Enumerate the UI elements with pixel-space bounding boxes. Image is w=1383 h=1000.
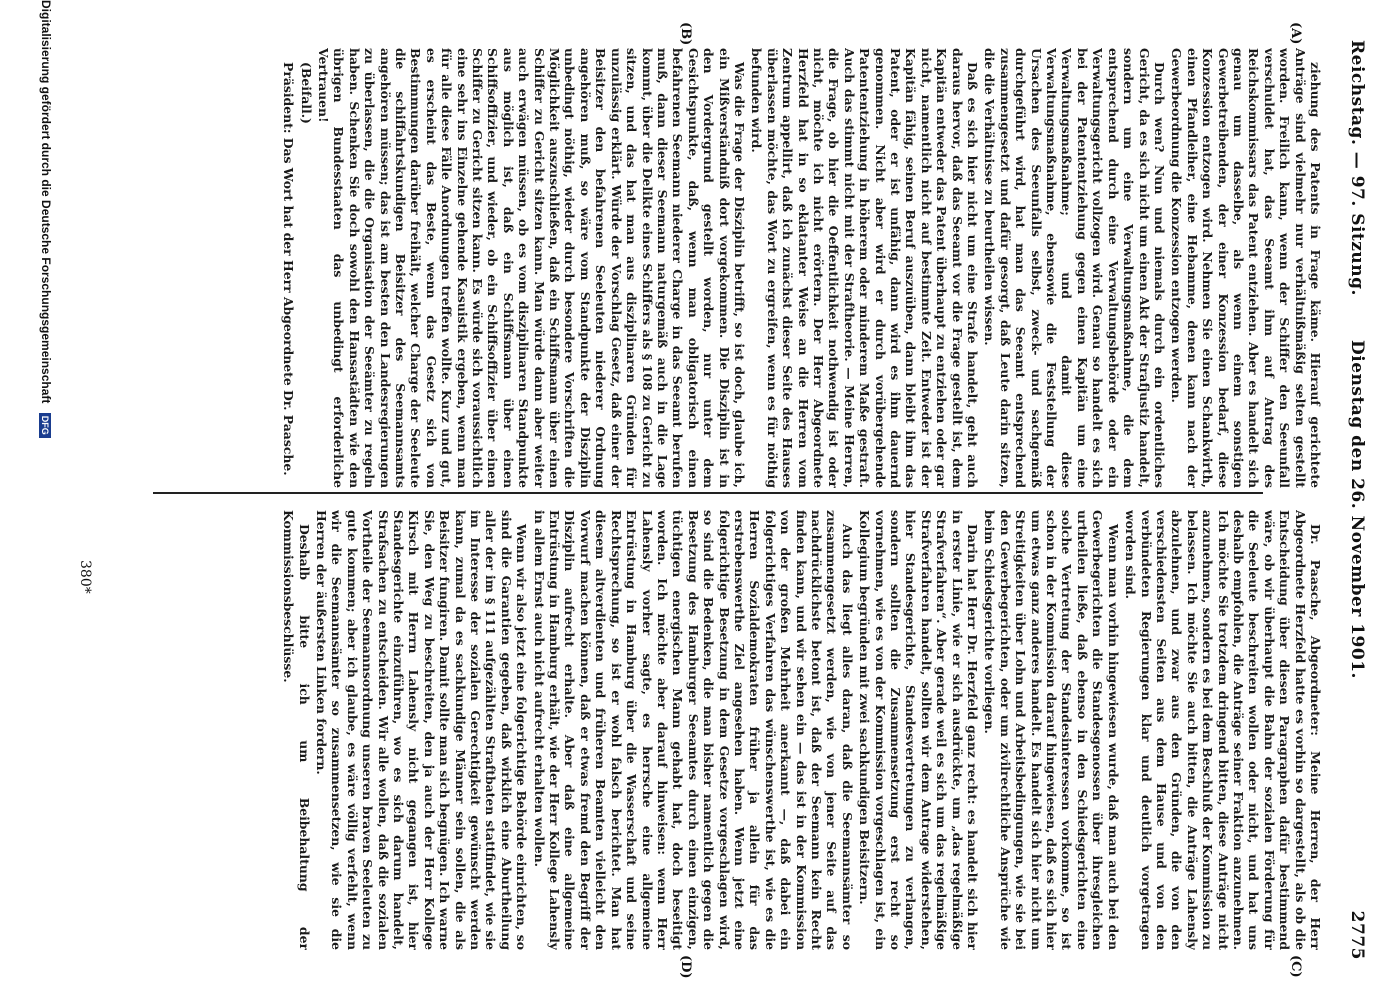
- marker-c: (C): [1288, 955, 1303, 978]
- paragraph: Darin hat Herr Dr. Herzfeld ganz recht: es handelt sich hier in erster Linie, wie er sich ausdrückte, um „das regelmäßige Strafverfahren“. Aber gerade weil es sich um das regelmäßige Strafverfahren handelt, sollten wir dem Antrage widerstehen, hier Standesgerichte, Standesvertretungen zu verlangen, sondern sollten die Zusammensetzung erst recht so vornehmen, wie es von der Kommission vorgeschlagen ist, ein Kollegium begründen mit zwei sachkundigen Beisitzern.: [857, 510, 981, 950]
- page-number: 2775: [1347, 910, 1367, 960]
- marker-a: (A): [1288, 22, 1303, 45]
- paragraph: Präsident: Das Wort hat der Herr Abgeordnete Dr. Paasche.: [281, 62, 297, 476]
- marker-d: (D): [678, 955, 693, 979]
- paragraph: Wenn man vorhin hingewiesen wurde, daß man auch bei den Gewerbegerichten die Standesgenossen über ihresgleichen urtheilen ließe, daß ebenso in den Schiedsgerichten eine solche Vertretung der Standesinteressen vorkomme, so ist schon in der Kommission darauf hingewiesen, daß es sich hier um etwas ganz anderes handelt. Es handelt sich hier nicht um Streitigkeiten über Lohn und Arbeitsbedingungen, wie sie bei den Gewerbegerichten, oder um zivilrechtliche Ansprüche wie beim Schiedsgerichte vorliegen.: [982, 510, 1121, 950]
- paragraph: Durch wen? Nun und niemals durch ein ordentliches Gericht, da es sich nicht um einen Akt der Strafjustiz handelt, sondern um eine Verwaltungsmaßnahme, die dem entsprechend durch eine Verwaltungsbehörde oder ein Verwaltungsgericht vollzogen wird. Genau so handelt es sich bei der Patententziehung gegen einen Kapitän um eine Verwaltungsmaßnahme; und damit diese Verwaltungsmaßnahme, ebensowie die Feststellung der Ursachen des Seeunfalls selbst, zweck- und sachgemäß durchgeführt wird, hat man das Seeamt entsprechend zusammengesetzt und dafür gesorgt, daß Leute darin sitzen, die die Verhältnisse zu beurtheilen wissen.: [982, 48, 1167, 488]
- paragraph: Daß es sich hier nicht um eine Strafe handelt, geht auch daraus hervor, daß das Seeamt vor die Frage gestellt ist, dem Kapitän entweder das Patent überhaupt zu entziehen oder gar nicht, namentlich nicht auf bestimmte Zeit. Entweder ist der Kapitän fähig, seinen Beruf auszuüben, dann bleibt ihm das Patent, oder er ist unfähig, dann wird es ihm dauernd genommen. Nicht aber wird er durch vorübergehende Patententziehung in höherem oder minderem Maße gestraft. Auch das stimmt nicht mit der Straftheorie. — Meine Herren, die Frage, ob hier die Oeffentlichkeit nothwendig ist oder nicht, möchte ich nicht erörtern. Der Herr Abgeordnete Herzfeld hat in so eklatanter Weise an die Herren vom Zentrum appellirt, daß ich zunächst dieser Seite des Hauses überlassen möchte, das Wort zu ergreifen, wenn es für nöthig befunden wird.: [749, 48, 981, 488]
- column-divider: [153, 492, 1263, 494]
- dfg-sidenote: [13, 0, 53, 1000]
- footer-number: 380*: [77, 560, 93, 594]
- dfg-logo: DFG: [39, 413, 51, 438]
- header-title: Reichstag. — 97. Sitzung.: [1347, 40, 1367, 296]
- right-text-column: [143, 510, 1323, 950]
- sidenote-text: Digitalisierung gefördert durch die Deutsche Forschungsgemeinschaft: [39, 0, 53, 404]
- paragraph: Auch das liegt alles daran, daß die Seemannsämter so zusammengesetzt werden, wie von jener Seite auf das nachdrücklichste betont ist, daß der Seemann kein Recht finden kann, und wir sehen ein — das ist in der Kommission von der großen Mehrheit anerkannt —, daß dabei ein folgerichtiges Verfahren das wünschenswerthe ist, wie es die Herren Sozialdemokraten früher ja allein für das erstrebenswerthe Ziel angesehen haben. Wenn jetzt eine folgerichtige Besetzung in dem Gesetze vorgeschlagen wird, so sind die Bedenken, die man bisher namentlich gegen die Besetzung des Hamburger Seeamtes durch einen einzigen, tüchtigen energischen Mann gehabt hat, doch beseitigt worden. Ich möchte aber darauf hinweisen: wenn Herr Lahensly vorher sagte, es herrsche eine allgemeine Entrüstung in Hamburg über die Wasserschaft und seine Rechtsprechung, so ist er wohl falsch berichtet. Man hat diesem altverdienten und früheren Beamten vielleicht den Vorwurf machen können, daß er etwas fremd den Begriff der Disziplin aufrecht erhalte. Aber daß eine allgemeine Entrüstung in Hamburg erhält, wie der Herr Kollege Lahensly in allem Ernst auch nicht aufrecht erhalten wollen.: [531, 510, 855, 950]
- paragraph: Dr. Paasche, Abgeordneter: Meine Herren, der Herr Abgeordnete Herzfeld hatte es vorhin so dargestellt, als ob die Entscheidung über diesen Paragraphen dafür bestimmend wäre, ob wir überhaupt die Bahn der sozialen Förderung für die Seeleute beschreiten wollen oder nicht, und hat uns deshalb empfohlen, die Anträge seiner Fraktion anzunehmen. Ich möchte Sie trotzdem dringend bitten, diese Anträge nicht anzunehmen, sondern es bei dem Beschluß der Kommission zu belassen. Ich möchte Sie auch bitten, die Anträge Lahensly abzulehnen, und zwar aus den Gründen, die von den verschiedensten Seiten aus dem Hause und von den verbündeten Regierungen klar und deutlich vorgetragen worden sind.: [1123, 510, 1323, 950]
- paragraph: Wenn wir also jetzt eine folgerichtige Behörde einrichten, so sind die Garantien gegeben, daß wirklich eine Aburtheilung aller der im § 111 aufgezählten Straftbaten stattfindet, wie sie im Interesse der sozialen Gerechtigkeit gewünscht werden kann, zumal da es sachkundige Männer sein sollen, die als Beisitzer fungiren. Damit sollte man sich begnügen. Ich warne Sie, den Weg zu beschreiten, den ja auch der Herr Kollege Kirsch mit Herrn Lahensly nicht gegangen ist, hier Standesgerichte einzuführen, wo es sich darum handelt, Strafsachen zu entscheiden. Wir alle wollen, daß die sozialen Vortheile der Seemannsordnung unseren braven Seeleuten zu gute kommen; aber ich glaube, es wäre völlig verfehlt, wenn wir die Seemannsämter so zusammensetzen, wie sie die Herren der äußersten Linken fordern.: [314, 510, 530, 950]
- left-text-column: [143, 48, 1323, 488]
- paragraph: Deshalb bitte ich um Beibehaltung der Kommissionsbeschlüsse.: [281, 510, 312, 950]
- paragraph: Was die Frage der Disziplin betrifft, so ist doch, glaube ich, ein Mißverständniß dort vorgekommen. Die Disziplin ist in den Vordergrund gestellt worden, nur unter dem Gesichtspunkte, daß, wenn man obligatorisch einen befahrenen Seemann niederer Charge in das Seeamt berufen muß, dann dieser Seemann naturgemäß auch in die Lage kommt, über die Delikte eines Schiffers als § 108 zu Gericht zu sitzen, und das hat man aus disziplinaren Gründen für unzulässig erklärt. Würde der Vorschlag Gesetz, daß einer der Beisitzer den befahrenen Seeleuten niederer Ordnung angehören muß, so wäre vom Standpunkte der Disziplin unbedingt nöthig, wieder durch besondere Vorschriften die Möglichkeit auszuschließen, daß ein Schiffsmann über einen Schiffer zu Gericht sitzen kann. Man würde dann aber weiter auch erwägen müssen, ob es vom disziplinaren Standpunkte aus möglich ist, daß ein Schiffsmann über einen Schiffsoffizier, und wieder, ob ein Schiffsoffizier über einen Schiffer zu Gericht sitzen kann. Es würde sich voraussichtlich eine sehr ins Einzelne gehende Kasuistik ergeben, wenn man für alle diese Fälle Anordnungen treffen wollte. Kurz und gut, es erscheint das Beste, wenn das Gesetz sich von Bestimmungen darüber freihält, welcher Charge der Seeleute die schiffahrtskundigen Beisitzer des Seemannsamts angehören müssen; das ist am besten den Landesregierungen zu überlassen, die die Organisation der Seeämter zu regeln haben. Schenken Sie doch sowohl den Hansastädten wie den übrigen Bundesstaaten das unbedingt erforderliche Vertrauen!: [316, 48, 747, 488]
- marker-b: (B): [678, 22, 693, 46]
- paragraph: (Beifall.): [298, 62, 314, 124]
- header-date: Dienstag den 26. November 1901.: [1347, 340, 1367, 679]
- page-header: [1329, 40, 1377, 960]
- paragraph: ziehung des Patents in Frage käme. Hierauf gerichtete Anträge sind vielmehr nur verhältnißmäßig selten gestellt worden. Freilich kann, wenn der Schiffer den Seeunfall verschuldet hat, das Seeamt ihm auf Antrag des Reichskommissars das Patent entziehen. Aber es handelt sich genau um dasselbe, als wenn einem sonstigen Gewerbetreibenden, der einer Konzession bedarf, diese Konzession entzogen wird. Nehmen Sie einen Schankwirth, einen Pfandleiher, eine Hebamme, denen kann nach der Gewerbeordnung die Konzession entzogen werden.: [1169, 48, 1323, 488]
